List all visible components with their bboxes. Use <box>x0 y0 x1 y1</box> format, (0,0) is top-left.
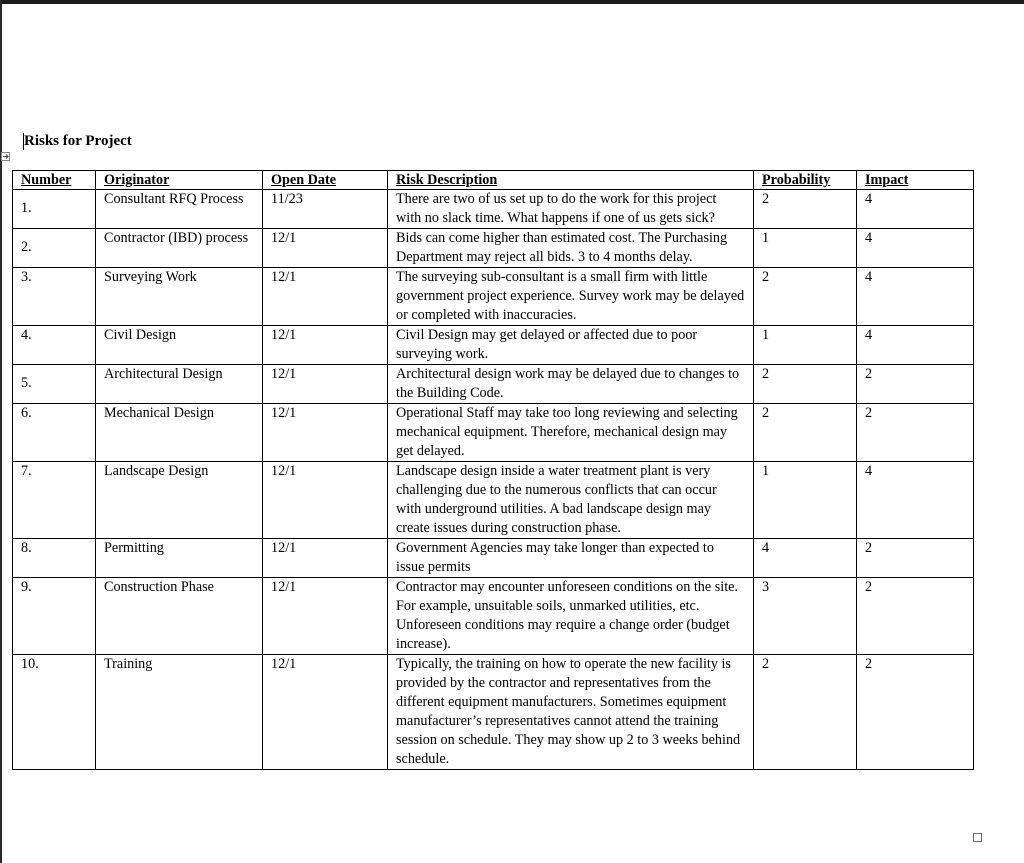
cell-open-date: 12/1 <box>263 578 388 655</box>
table-header-row <box>13 171 974 190</box>
cell-number: 2. <box>13 229 96 268</box>
cell-number: 4. <box>13 326 96 365</box>
header-number: Number <box>13 171 96 190</box>
cell-number: 10. <box>13 655 96 770</box>
cell-description: Government Agencies may take longer than expected to issue permits <box>388 539 754 578</box>
cell-description: Architectural design work may be delayed due to changes to the Building Code. <box>388 365 754 404</box>
cell-impact: 4 <box>857 268 974 326</box>
cell-open-date: 12/1 <box>263 655 388 770</box>
header-impact: Impact <box>857 171 974 190</box>
cell-originator: Architectural Design <box>96 365 263 404</box>
cell-description: Bids can come higher than estimated cost. The Purchasing Department may reject all bids. 3 to 4 months delay. <box>388 229 754 268</box>
cell-open-date: 11/23 <box>263 190 388 229</box>
cell-number: 9. <box>13 578 96 655</box>
cell-number: 8. <box>13 539 96 578</box>
cell-probability: 2 <box>754 268 857 326</box>
header-risk-description: Risk Description <box>388 171 754 190</box>
cell-originator: Landscape Design <box>96 462 263 539</box>
cell-impact: 2 <box>857 404 974 462</box>
table-row <box>13 578 974 655</box>
cell-description: Operational Staff may take too long reviewing and selecting mechanical equipment. Therefore, mechanical design may get delayed. <box>388 404 754 462</box>
cell-probability: 2 <box>754 404 857 462</box>
cell-open-date: 12/1 <box>263 539 388 578</box>
cell-impact: 4 <box>857 229 974 268</box>
cell-probability: 3 <box>754 578 857 655</box>
table-row <box>13 268 974 326</box>
cell-impact: 4 <box>857 190 974 229</box>
table-row <box>13 539 974 578</box>
cell-probability: 2 <box>754 365 857 404</box>
cell-originator: Construction Phase <box>96 578 263 655</box>
table-row <box>13 404 974 462</box>
risk-table <box>12 170 974 770</box>
cell-open-date: 12/1 <box>263 326 388 365</box>
cell-probability: 4 <box>754 539 857 578</box>
table-move-handle-icon[interactable] <box>1 152 10 161</box>
table-resize-handle-icon[interactable] <box>973 833 982 842</box>
cell-description: There are two of us set up to do the work for this project with no slack time. What happens if one of us gets sick? <box>388 190 754 229</box>
table-row <box>13 229 974 268</box>
cell-impact: 2 <box>857 578 974 655</box>
cell-impact: 2 <box>857 539 974 578</box>
cell-number: 7. <box>13 462 96 539</box>
header-probability: Probability <box>754 171 857 190</box>
cell-originator: Surveying Work <box>96 268 263 326</box>
cell-impact: 2 <box>857 655 974 770</box>
cell-originator: Civil Design <box>96 326 263 365</box>
cell-number: 6. <box>13 404 96 462</box>
cell-description: Civil Design may get delayed or affected due to poor surveying work. <box>388 326 754 365</box>
cell-originator: Mechanical Design <box>96 404 263 462</box>
cell-originator: Training <box>96 655 263 770</box>
cell-open-date: 12/1 <box>263 268 388 326</box>
table-row <box>13 326 974 365</box>
cell-probability: 1 <box>754 229 857 268</box>
cell-impact: 4 <box>857 326 974 365</box>
cell-open-date: 12/1 <box>263 365 388 404</box>
cell-description: The surveying sub-consultant is a small firm with little government project experience. Survey work may be delayed or completed with inaccuracies. <box>388 268 754 326</box>
cell-open-date: 12/1 <box>263 462 388 539</box>
cell-number: 3. <box>13 268 96 326</box>
cell-description: Typically, the training on how to operate the new facility is provided by the contractor and representatives from the different equipment manufacturers. Sometimes equipment manufacturer’s representatives cannot attend the training session on schedule. They may show up 2 to 3 weeks behind schedule. <box>388 655 754 770</box>
cell-probability: 1 <box>754 326 857 365</box>
cell-impact: 2 <box>857 365 974 404</box>
table-row <box>13 365 974 404</box>
cell-probability: 2 <box>754 655 857 770</box>
header-open-date: Open Date <box>263 171 388 190</box>
cell-originator: Contractor (IBD) process <box>96 229 263 268</box>
cell-description: Landscape design inside a water treatment plant is very challenging due to the numerous conflicts that can occur with underground utilities. A bad landscape design may create issues during construction phase. <box>388 462 754 539</box>
cell-probability: 2 <box>754 190 857 229</box>
table-row <box>13 655 974 770</box>
page-left-edge <box>0 0 2 863</box>
cell-number: 5. <box>13 365 96 404</box>
table-row <box>13 190 974 229</box>
header-originator: Originator <box>96 171 263 190</box>
cell-open-date: 12/1 <box>263 404 388 462</box>
cell-probability: 1 <box>754 462 857 539</box>
document-title: Risks for Project <box>24 133 132 149</box>
cell-originator: Permitting <box>96 539 263 578</box>
cell-open-date: 12/1 <box>263 229 388 268</box>
cell-description: Contractor may encounter unforeseen conditions on the site. For example, unsuitable soils, unmarked utilities, etc. Unforeseen conditions may require a change order (budget increase). <box>388 578 754 655</box>
cell-number: 1. <box>13 190 96 229</box>
window-top-border <box>0 0 1024 4</box>
cell-originator: Consultant RFQ Process <box>96 190 263 229</box>
table-row <box>13 462 974 539</box>
cell-impact: 4 <box>857 462 974 539</box>
